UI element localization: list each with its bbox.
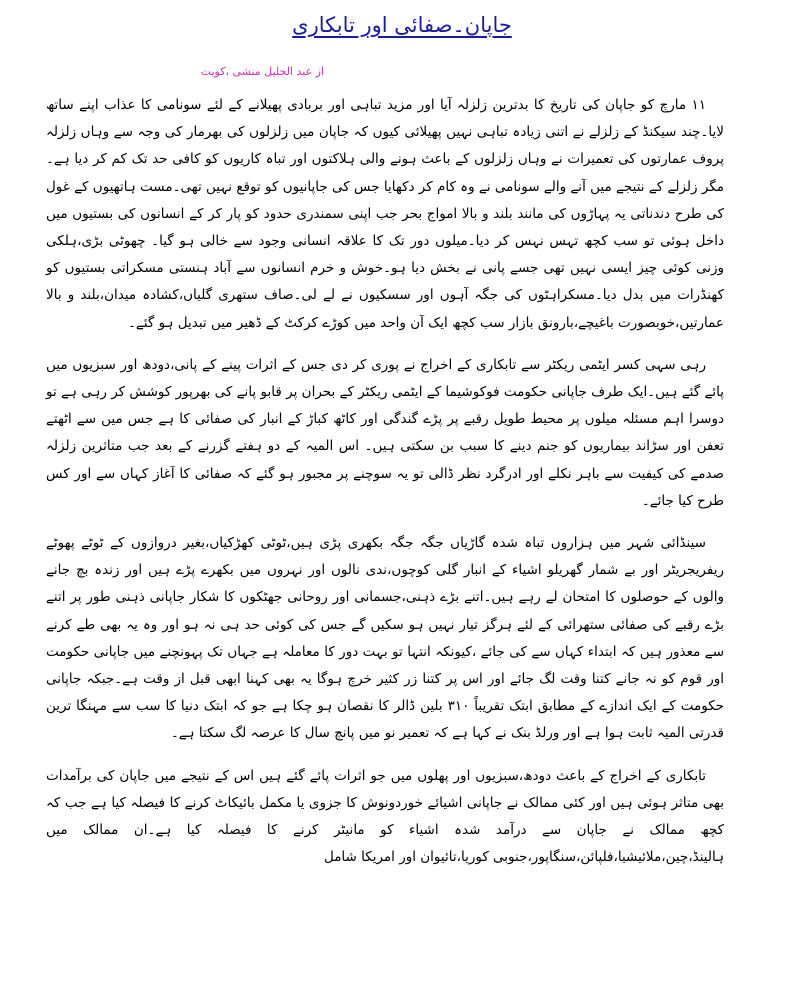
article-paragraph: رہی سہی کسر ایٹمی ریکٹر سے تابکاری کے اخراج نے پوری کر دی جس کے اثرات پینے کے پانی،دودھ اور سبزیوں میں پائے گئے ہیں۔ایک طرف جاپانی حکومت فوکوشیما کے ایٹمی ریکٹر کے بحران پر قابو پانے کی بھرپور کوشش کر رہی ہے تو دوسرا اہم مسئلہ میلوں پر محیط طویل رقبے پر پڑے گندگی اور کاٹھ کباڑ کے انبار کی صفائی کا ہے جس میں سے اٹھتے تعفن اور سڑاند بیماریوں کو جنم دینے کا سبب بن سکتی ہیں۔ اس المیہ کے دو ہفتے گزرنے کے بعد جب متاثرین زلزلہ صدمے کی کیفیت سے باہر نکلے اور ادرگرد نظر ڈالی تو یہ سوچنے پر مجبور ہو گئے کہ صفائی کا آغاز کہاں سے اور کس طرح کیا جائے۔ [46,356,724,509]
article-paragraph: تابکاری کے اخراج کے باعث دودھ،سبزیوں اور پھلوں میں جو اثرات پائے گئے ہیں اس کے نتیجے میں جاپان کی برآمدات بھی متاثر ہوئی ہیں اور کئی ممالک نے جاپانی اشیائے خوردونوش کا جزوی یا مکمل بائیکاٹ کرنے کا فیصلہ کیا ہے جب کہ کچھ ممالک نے جاپان سے درآمد شدہ اشیاء کو مانیٹر کرنے کا فیصلہ کیا ہے۔ان ممالک میں ہالینڈ،چین،ملائیشیا،فلپائن،سنگاپور،جنوبی کوریا،تائیوان اور امریکا شامل [46,767,724,866]
article-title: جاپان۔صفائی اور تابکاری [292,13,512,37]
article-body [46,92,724,871]
article-paragraph: ۱۱ مارچ کو جاپان کی تاریخ کا بدترین زلزلہ آیا اور مزید تباہی اور بربادی پھیلانے کے لئے سونامی کا عذاب اپنے ساتھ لایا۔چند سیکنڈ کے زلزلے نے اتنی زیادہ تباہی نہیں پھیلائی کیوں کہ جاپان میں زلزلوں کی بھرمار کی وجہ سے وہاں زلزلہ پروف عمارتوں کی تعمیرات نے وہاں زلزلوں کے باعث ہونے والی ہلاکتوں اور تباہ کاریوں کو کافی حد تک کم کر دیا ہے۔مگر زلزلے کے نتیجے میں آنے والے سونامی نے وہ کام کر دکھایا جس کی جاپانیوں کو توقع نہیں تھی۔مست ہاتھیوں کے غول کی طرح دندناتی یہ پہاڑوں کی مانند بلند و بالا امواج بحر جب اپنی سمندری حدود کو پار کر کے انسانوں کی بستیوں میں داخل ہوئی تو سب کچھ تہس نہس کر دیا۔میلوں دور تک کا علاقہ انسانی وجود سے خالی ہو گیا۔ چھوٹی بڑی،ہلکی وزنی کوئی چیز ایسی نہیں تھی جسے پانی نے بخش دیا ہو۔خوش و خرم انسانوں سے آباد ہنستی مسکراتی بستیوں کو کھنڈرات میں بدل دیا۔مسکراہٹوں کی جگہ آہوں اور سسکیوں نے لے لی۔صاف ستھری گلیاں،کشادہ میدان،بلند و بالا عمارتیں،خوبصورت باغیچے،بارونق بازار سب کچھ ایک آن واحد میں کوڑے کرکٹ کے ڈھیر میں تبدیل ہو گئے۔ [46,97,724,331]
article-paragraph: سینڈائی شہر میں ہزاروں تباہ شدہ گاڑیاں جگہ جگہ بکھری پڑی ہیں،ٹوٹی کھڑکیاں،بغیر دروازوں کے ٹوٹے پھوٹے ریفریجریٹر اور بے شمار گھریلو اشیاء کے انبار گلی کوچوں،ندی نالوں اور نہروں میں بکھرے پڑے ہیں اور زندہ بچ جانے والوں کے حوصلوں کا امتحان لے رہے ہیں۔اتنے بڑے ذہنی،جسمانی اور روحانی جھٹکوں کا شکار جاپانی ذہنی طور پر اتنے بڑے رقبے کی صفائی ستھرائی کے لئے ہرگز تیار نہیں ہو سکیں گے جس کی کوئی حد ہی نہ ہو اور وہ یہ بھی طے کرنے سے معذور ہیں کہ ابتداء کہاں سے کی جائے ،کیونکہ انتہا تو بہت دور کا معاملہ ہے جہاں تک پہونچنے میں جاپانی حکومت اور قوم کو نہ جانے کتنا وقت لگ جائے اور اس پر کتنا زر کثیر خرچ ہوگا یہ بھی کہنا ابھی قبل از وقت ہے۔جبکہ جاپانی حکومت کے ایک اندازے کے مطابق ابتک تقریباً ۳۱۰ بلین ڈالر کا نقصان ہو چکا ہے جو کہ ابتک دنیا کا سب سے مہنگا ترین قدرتی المیہ ثابت ہوا ہے اور ورلڈ بنک نے کہا ہے کہ تعمیر نو میں پانچ سال کا عرصہ لگ سکتا ہے۔ [46,535,725,742]
author-byline: از عبد الجلیل منشی ،کویت [200,65,324,78]
